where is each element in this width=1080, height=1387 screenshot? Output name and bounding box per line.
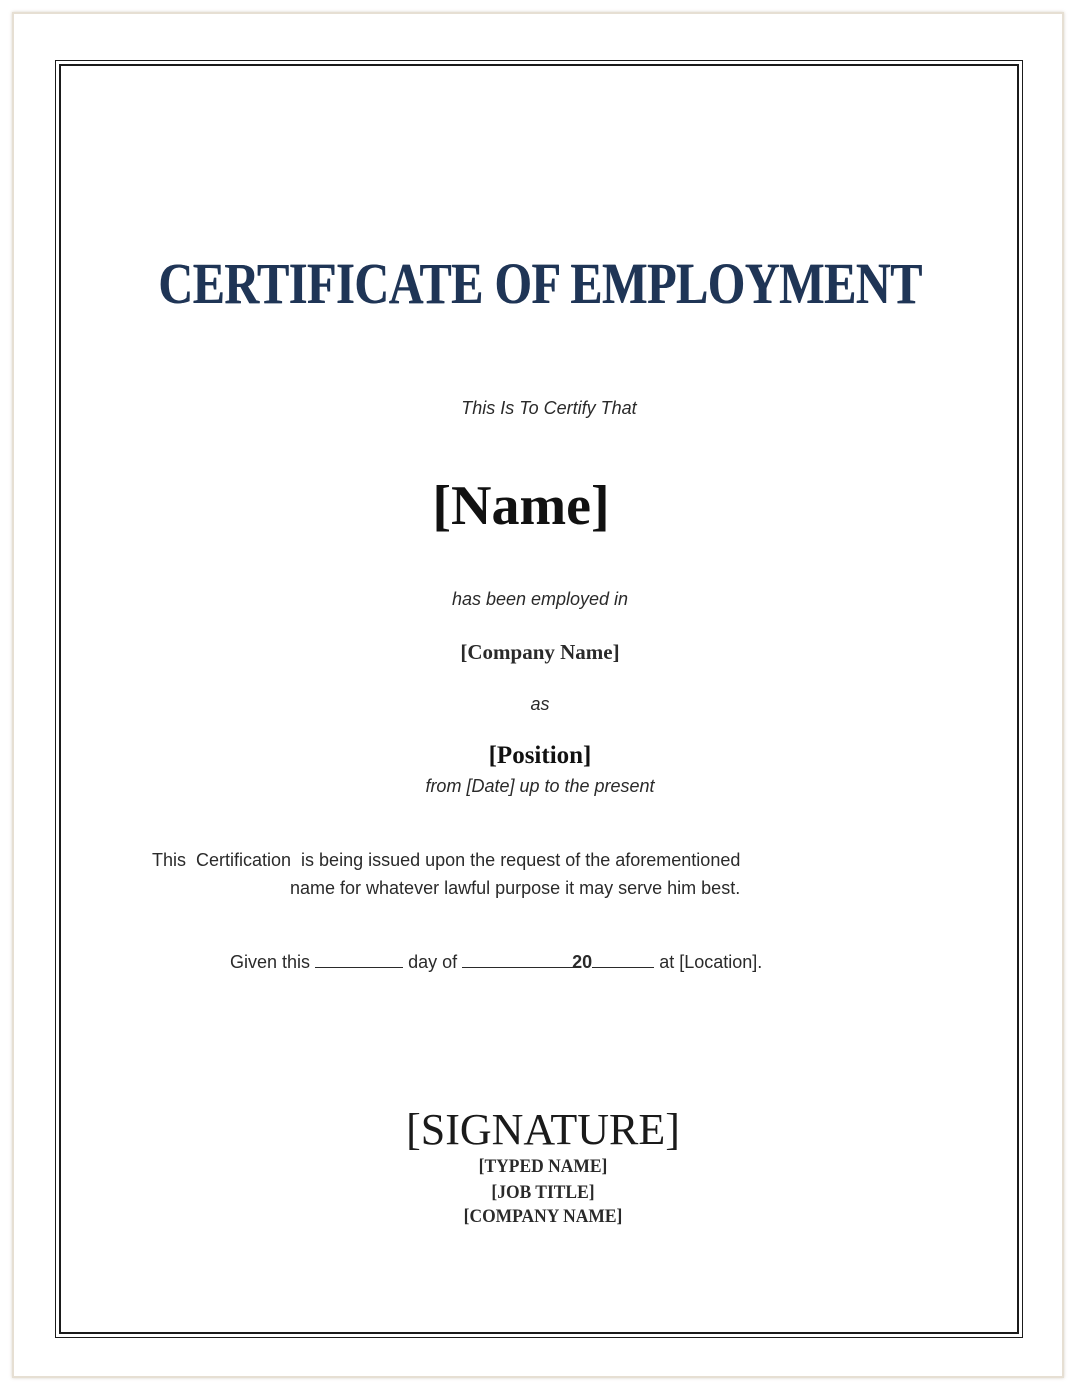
given-date-line <box>230 950 762 973</box>
given-prefix: Given this <box>230 952 311 972</box>
signatory-company-name: [COMPANY NAME] <box>463 1206 623 1227</box>
day-blank <box>315 950 403 968</box>
typed-name: [TYPED NAME] <box>478 1156 608 1177</box>
certification-line-1: This Certification is being issued upon the request of the aforementioned <box>152 850 741 870</box>
month-blank <box>462 950 576 968</box>
as-line: as <box>530 694 550 714</box>
certify-line: This Is To Certify That <box>461 398 637 418</box>
job-title: [JOB TITLE] <box>491 1182 595 1203</box>
position: [Position] <box>488 742 592 769</box>
year-blank <box>592 950 654 968</box>
day-of-label: day of <box>408 952 458 972</box>
employee-name: [Name] <box>432 475 610 537</box>
employed-line: has been employed in <box>451 589 629 609</box>
certificate-title: CERTIFICATE OF EMPLOYMENT <box>158 251 922 316</box>
from-date-line: from [Date] up to the present <box>425 776 655 796</box>
certification-line-2: name for whatever lawful purpose it may serve him best. <box>290 878 741 898</box>
location-label: at [Location]. <box>659 952 763 972</box>
year-prefix: 20 <box>572 952 593 972</box>
company-name: [Company Name] <box>460 640 620 664</box>
signature-label: [SIGNATURE] <box>406 1105 680 1154</box>
